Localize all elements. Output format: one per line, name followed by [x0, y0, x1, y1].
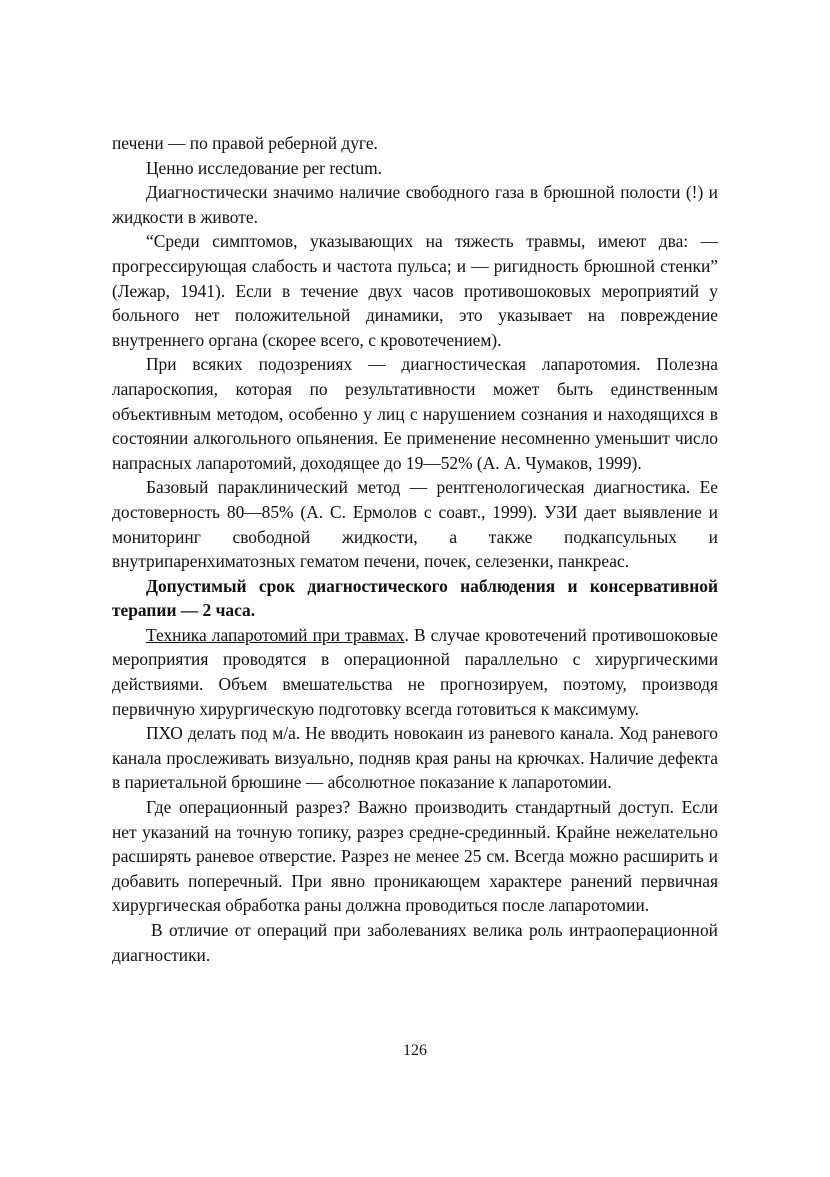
paragraph-per-rectum: Ценно исследование per rectum. [146, 157, 382, 178]
paragraph-observation-term: Допустимый срок диагностического наблюдения и консервативной терапии — 2 часа. [112, 575, 718, 621]
page-number: 126 [403, 1042, 427, 1059]
page-body [112, 131, 718, 967]
paragraph-radiology: Базовый параклинический метод — рентгенологическая диагностика. Ее достоверность 80—85% (А. С. Ермолов с соавт., 1999). УЗИ дает выявление и мониторинг свободной жидкости, а также подкапсульных и внутрипаренхиматозных гематом печени, почек, селезенки, панкреас. [112, 477, 718, 572]
paragraph-free-gas: Диагностически значимо наличие свободного газа в брюшной полости (!) и жидкости в животе. [112, 182, 718, 227]
paragraph-diagnostics: В отличие от операций при заболеваниях велика роль интраоперационной диагностики. [112, 920, 718, 965]
paragraph-incision: Где операционный разрез? Важно производить стандартный доступ. Если нет указаний на точную топику, разрез средне-срединный. Крайне нежелательно расширять раневое отверстие. Разрез не менее 25 см. Всегда можно расширить и добавить поперечный. При явно проникающем характере ранений первичная хирургическая обработка раны должна проводиться после лапаротомии. [112, 797, 718, 916]
paragraph-pho: ПХО делать под м/а. Не вводить новокаин из раневого канала. Ход раневого канала прослеживать визуально, подняв края раны на крючках. Наличие дефекта в париетальной брюшине — абсолютное показание к лапаротомии. [112, 723, 718, 793]
paragraph-lejars-quote: “Среди симптомов, указывающих на тяжесть травмы, имеют два: — прогрессирующая слабость и частота пульса; и — ригидность брюшной стенки” (Лежар, 1941). Если в течение двух часов противошоковых мероприятий у больного нет положительной динамики, это указывает на повреждение внутреннего органа (скорее всего, с кровотечением). [112, 231, 718, 350]
technique-heading: Техника лапаротомий при травмах [146, 624, 405, 645]
paragraph-continuation: печени — по правой реберной дуге. [112, 133, 378, 153]
paragraph-technique [112, 623, 718, 721]
paragraph-laparotomy: При всяких подозрениях — диагностическая лапаротомия. Полезна лапароскопия, которая по результативности может быть единственным объективным методом, особенно у лиц с нарушением сознания и находящихся в состоянии алкогольного опьянения. Ее применение несомненно уменьшит число напрасных лапаротомий, доходящее до 19—52% (А. А. Чумаков, 1999). [112, 354, 718, 473]
technique-text: . В случае кровотечений противошоковые мероприятия проводятся в операционной параллельно с хирургическими действиями. Объем вмешательства не прогнозируем, поэтому, производя первичную хирургическую подготовку всегда готовиться к максимуму. [112, 624, 718, 719]
